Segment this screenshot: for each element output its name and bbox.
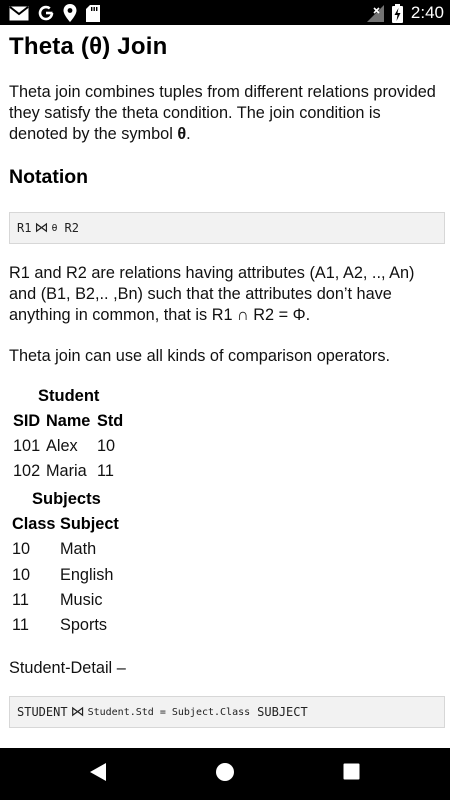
home-icon: [215, 762, 235, 787]
google-icon: [38, 5, 54, 21]
table-cell: Maria: [46, 462, 87, 480]
intro-end: .: [186, 125, 191, 143]
code-left: STUDENT: [17, 705, 68, 719]
code-right: SUBJECT: [257, 705, 308, 719]
back-icon: [89, 762, 107, 787]
table-header: Class: [12, 515, 56, 533]
notation-code-block: [9, 212, 445, 244]
code-left: R1: [17, 221, 32, 235]
location-icon: [63, 4, 77, 22]
notation-heading: Notation: [9, 166, 89, 188]
code-subscript: θ: [51, 222, 58, 234]
detail-code-block: [9, 696, 445, 728]
table-header: Subject: [60, 515, 119, 533]
table-cell: 101: [13, 437, 41, 455]
signal-off-icon: [367, 5, 384, 22]
code-subscript: Student.Std = Subject.Class: [87, 706, 251, 718]
code-right: R2: [64, 221, 79, 235]
table-cell: 102: [13, 462, 41, 480]
table-cell: English: [60, 566, 114, 584]
join-symbol: ⋈: [34, 220, 49, 236]
table-caption: Subjects: [32, 490, 101, 508]
table-cell: Music: [60, 591, 103, 609]
relations-paragraph: R1 and R2 are relations having attributes (A1, A2, .., An) and (B1, B2,.. ,Bn) such that the attributes don’t have anything in common, that is R1 ∩ R2 = Φ.: [9, 264, 415, 324]
table-header: SID: [13, 412, 41, 430]
gmail-icon: [9, 6, 29, 21]
table-cell: Sports: [60, 616, 108, 634]
detail-label: Student-Detail –: [9, 659, 126, 677]
join-symbol: ⋈: [70, 704, 85, 720]
table-cell: 11: [12, 591, 29, 609]
table-cell: 10: [97, 437, 116, 455]
intro-paragraph: [9, 82, 441, 145]
navigation-bar: [0, 748, 450, 800]
battery-charging-icon: [392, 4, 403, 23]
page-title: Theta (θ) Join: [9, 33, 168, 60]
operators-paragraph: Theta join can use all kinds of comparison operators.: [9, 347, 391, 365]
table-cell: 10: [12, 540, 31, 558]
status-bar: [0, 0, 450, 25]
table-header: Name: [46, 412, 91, 430]
table-cell: 11: [12, 616, 29, 634]
table-caption: Student: [38, 387, 100, 405]
table-cell: Math: [60, 540, 97, 558]
back-button[interactable]: [68, 748, 128, 800]
article-content[interactable]: [0, 25, 450, 748]
recents-icon: [343, 763, 360, 785]
table-cell: 11: [97, 462, 114, 480]
table-header: Std: [97, 412, 124, 430]
theta-symbol: θ: [177, 125, 187, 143]
table-cell: Alex: [46, 437, 78, 455]
status-time: 2:40: [410, 3, 444, 22]
home-button[interactable]: [195, 748, 255, 800]
sd-card-icon: [86, 5, 100, 22]
table-cell: 10: [12, 566, 31, 584]
intro-text: Theta join combines tuples from different relations provided they satisfy the theta condition. The join condition is denoted by the symbol: [9, 83, 436, 143]
recents-button[interactable]: [321, 748, 381, 800]
